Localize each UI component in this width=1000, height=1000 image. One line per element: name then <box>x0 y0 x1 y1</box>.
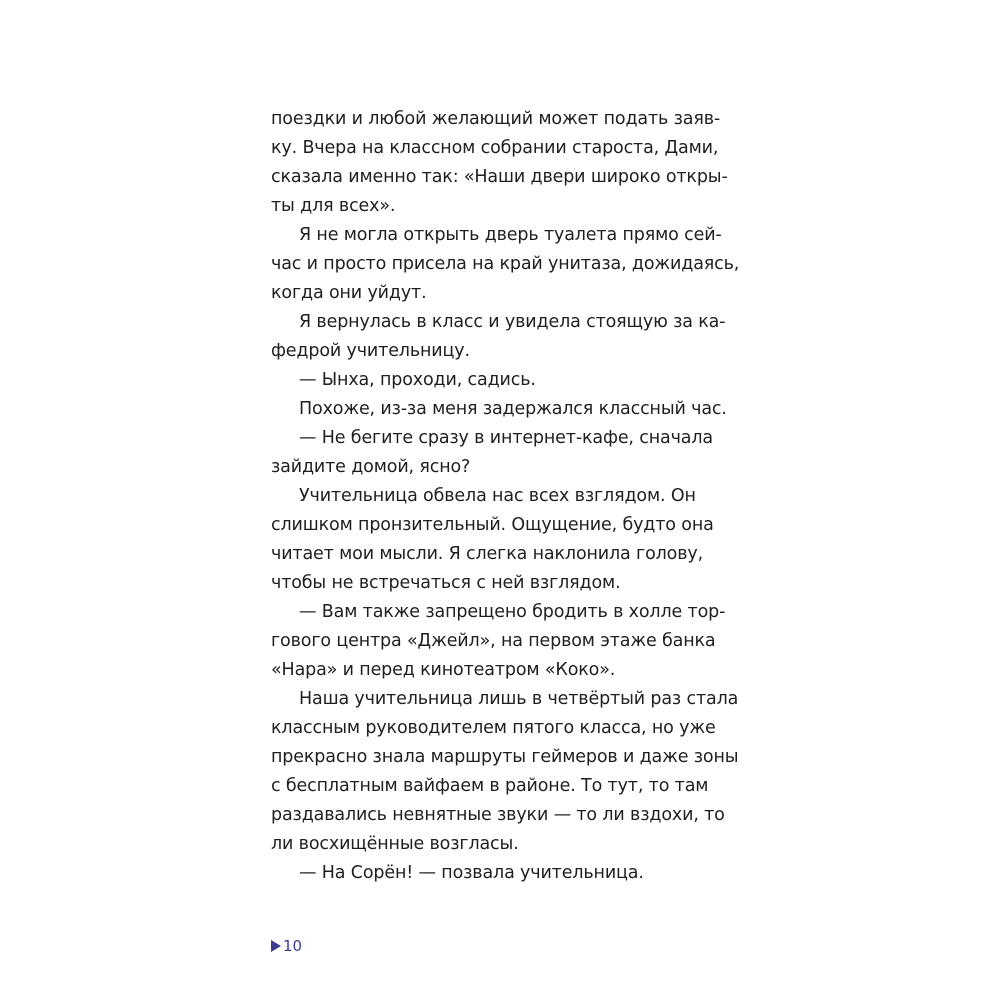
text-line: читает мои мысли. Я слегка наклонила голову, <box>271 544 704 564</box>
text-line: Я не могла открыть дверь туалета прямо сей- <box>299 225 722 245</box>
text-line: Похоже, из-за меня задержался классный час. <box>299 399 727 419</box>
text-line: Я вернулась в класс и увидела стоящую за ка- <box>299 312 726 332</box>
text-line: час и просто присела на край унитаза, дожидаясь, <box>271 254 740 274</box>
text-line: чтобы не встречаться с ней взглядом. <box>271 573 621 593</box>
text-line: — Не бегите сразу в интернет-кафе, сначала <box>299 428 713 448</box>
text-line: ты для всех». <box>271 196 396 216</box>
text-line: зайдите домой, ясно? <box>271 457 471 477</box>
text-line: Учительница обвела нас всех взглядом. Он <box>299 486 696 506</box>
text-line: прекрасно знала маршруты геймеров и даже зоны <box>271 747 739 767</box>
body-text <box>271 105 740 888</box>
text-line: — Ынха, проходи, садись. <box>299 370 536 390</box>
text-line: когда они уйдут. <box>271 283 427 303</box>
text-line: слишком пронзительный. Ощущение, будто она <box>271 515 714 535</box>
text-line: гового центра «Джейл», на первом этаже банка <box>271 631 716 651</box>
page-number: 10 <box>283 937 303 955</box>
text-line: — Вам также запрещено бродить в холле тор- <box>299 602 726 622</box>
text-line: раздавались невнятные звуки — то ли вздохи, то <box>271 805 725 825</box>
text-line: сказала именно так: «Наши двери широко откры- <box>271 167 728 187</box>
text-line: ли восхищённые возгласы. <box>271 834 519 854</box>
text-line: классным руководителем пятого класса, но уже <box>271 718 716 738</box>
play-triangle-icon <box>271 940 281 952</box>
text-line: с бесплатным вайфаем в районе. То тут, то там <box>271 776 709 796</box>
text-line: ку. Вчера на классном собрании староста, Дами, <box>271 138 719 158</box>
page-footer <box>271 936 302 956</box>
text-line: «Нара» и перед кинотеатром «Коко». <box>271 660 616 680</box>
text-line: федрой учительницу. <box>271 341 470 361</box>
text-line: Наша учительница лишь в четвёртый раз стала <box>299 689 739 709</box>
text-line: — На Сорён! — позвала учительница. <box>299 863 644 883</box>
text-line: поездки и любой желающий может подать заяв- <box>271 109 721 129</box>
